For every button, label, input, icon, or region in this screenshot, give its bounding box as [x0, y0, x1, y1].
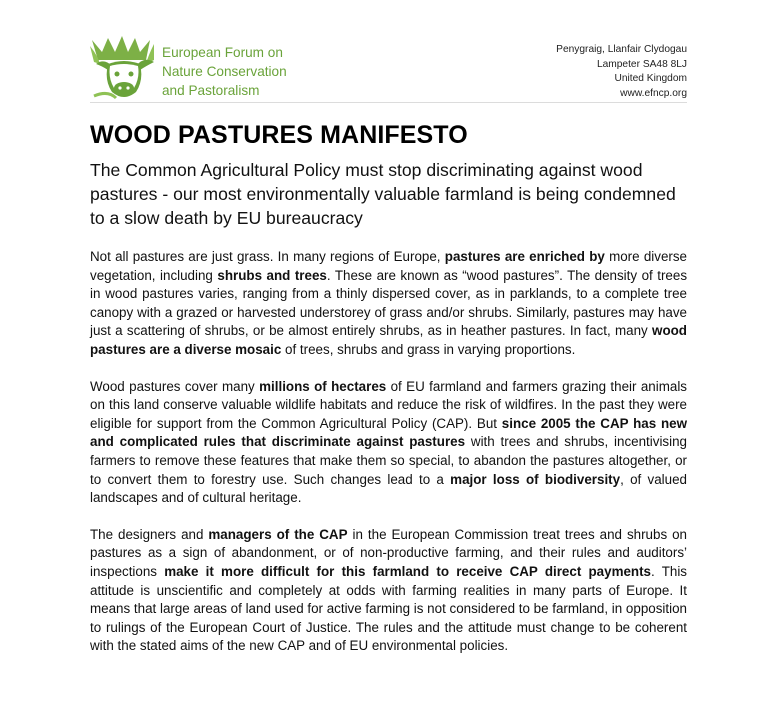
- org-name-line: European Forum on: [162, 45, 283, 60]
- paragraph-text: with trees and shrubs, incentivising farmers to remove these features that make them so special, to abandon the pastures altogether, or to convert them to forestry use. Such changes lead to a: [90, 434, 687, 487]
- emphasis-text: millions of hectares: [259, 378, 387, 394]
- paragraph: [90, 378, 687, 508]
- emphasis-text: since 2005 the CAP has new and complicated rules that discriminate against pastures: [90, 415, 687, 450]
- document-title: WOOD PASTURES MANIFESTO: [90, 121, 468, 149]
- address-line: United Kingdom: [614, 73, 687, 85]
- paragraph-text: of trees, shrubs and grass in varying proportions.: [281, 341, 576, 357]
- address-line: Lampeter SA48 8LJ: [596, 58, 687, 70]
- document-body: [90, 248, 687, 674]
- emphasis-text: make it more difficult for this farmland to receive CAP direct payments: [164, 563, 652, 579]
- paragraph-text: . These are known as “wood pastures”. The density of trees in wood pastures varies, ranging from a thinly dispersed cover, as in parklands, to a complete tree canopy with a grazed or harvested understorey of grass and/or shrubs. Similarly, pastures may have just a scattering of shrubs, or be almost entirely shrubs, as in heather pastures. In fact, many: [90, 267, 688, 339]
- emphasis-text: major loss of biodiversity: [450, 471, 621, 487]
- paragraph-text: . This attitude is unscientific and completely at odds with farming realities in many parts of Europe. It means that large areas of land used for active farming is not considered to be farmland, in opposition to rulings of the European Court of Justice. The rules and the attitude must change to be coherent with the stated aims of the new CAP and of EU environmental policies.: [90, 563, 687, 654]
- paragraph-text: Wood pastures cover many: [90, 378, 260, 394]
- paragraph: [90, 248, 687, 360]
- emphasis-text: pastures are enriched by: [444, 249, 605, 264]
- paragraph: [90, 526, 687, 656]
- paragraph-text: in the European Commission treat trees and shrubs on pastures as a sign of abandonment, or of non-productive farming, and their rules and auditors’ inspections: [90, 526, 687, 579]
- document-subtitle: The Common Agricultural Policy must stop discriminating against wood pastures - our most environmentally valuable farmland is being condemned to a slow death by EU bureaucracy: [90, 160, 676, 228]
- organization-name: [162, 43, 287, 100]
- website-link[interactable]: www.efncp.org: [620, 88, 687, 100]
- emphasis-text: managers of the CAP: [208, 526, 348, 542]
- org-name-line: Nature Conservation: [162, 64, 287, 79]
- address-line: Penygraig, Llanfair Clydogau: [556, 44, 687, 55]
- emphasis-text: wood pastures are a diverse mosaic: [90, 323, 687, 357]
- cow-logo-icon: [88, 36, 162, 102]
- paragraph-text: The designers and: [90, 526, 209, 542]
- paragraph-text: of EU farmland and farmers grazing their animals on this land conserve valuable wildlife habitats and reduce the risk of wildfires. In the past they were eligible for support from the Common Agricultural Policy (CAP). But: [90, 378, 687, 431]
- org-name-line: and Pastoralism: [162, 83, 260, 98]
- paragraph-text: Not all pastures are just grass. In many regions of Europe,: [90, 249, 445, 264]
- paragraph-text: more diverse vegetation, including: [90, 249, 687, 283]
- paragraph-text: , of valued landscapes and of cultural heritage.: [90, 471, 687, 506]
- address-block: [556, 43, 687, 102]
- header-divider: [90, 102, 687, 103]
- efncp-logo: [88, 36, 162, 102]
- emphasis-text: shrubs and trees: [217, 267, 327, 283]
